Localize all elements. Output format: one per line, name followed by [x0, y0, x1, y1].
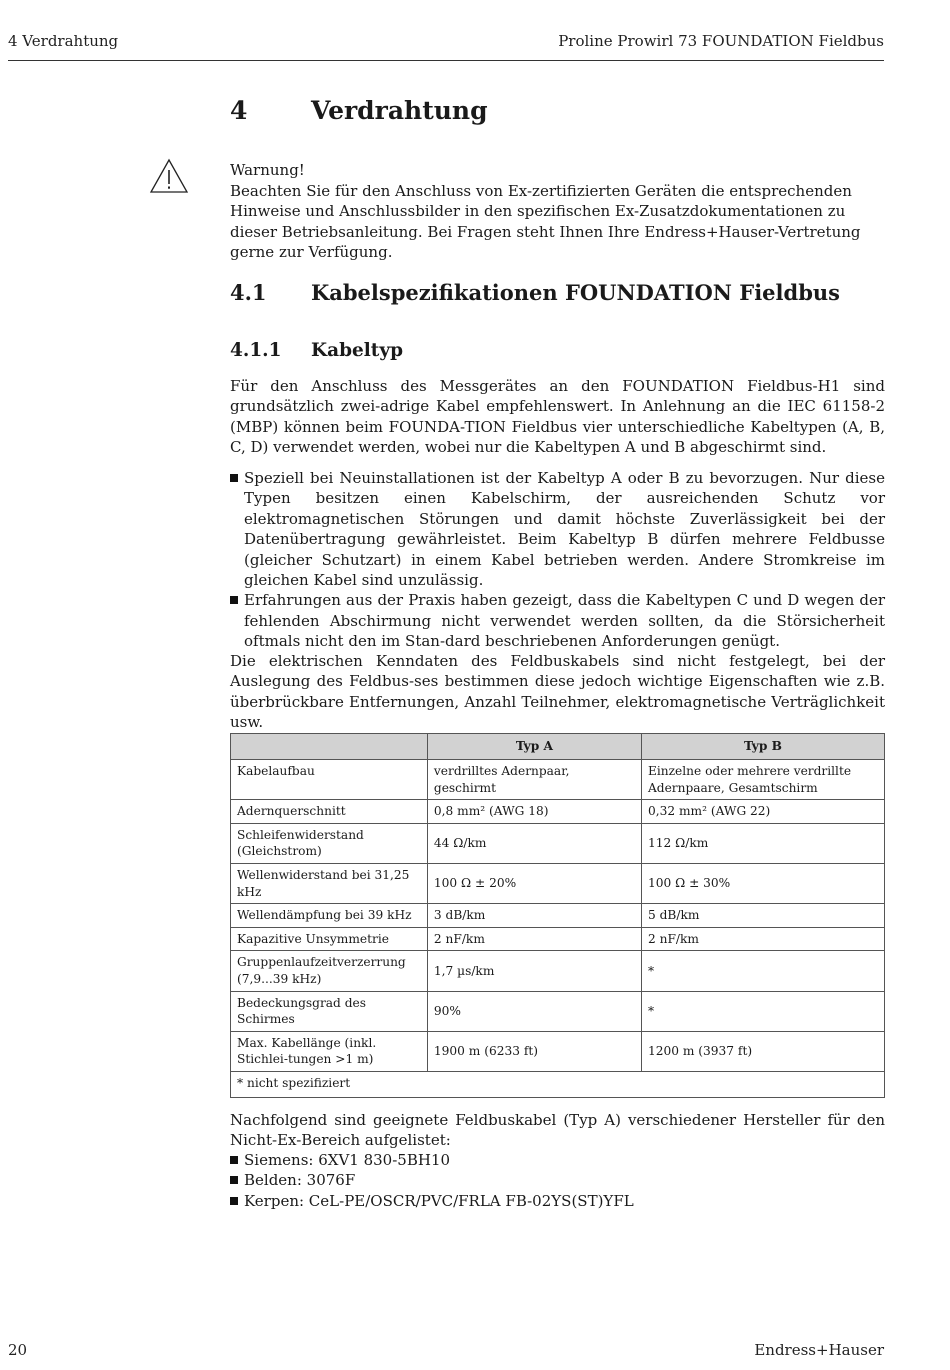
table-cell: Adernquerschnitt	[231, 800, 428, 824]
cable-type-bullets	[230, 468, 885, 652]
table-row	[231, 991, 885, 1031]
electrical-data-paragraph: Die elektrischen Kenndaten des Feldbuskabels sind nicht festgelegt, bei der Auslegung des Feldbus-ses bestimmen diese jedoch wichtige Eigenschaften wie z.B. überbrückbare Entfernungen, Anzahl Teilnehmer, elektromagnetische Verträglichkeit usw.	[230, 652, 885, 732]
table-cell: 0,32 mm² (AWG 22)	[641, 800, 884, 824]
supplier-list	[230, 1150, 885, 1211]
table-cell: 1,7 µs/km	[427, 951, 641, 991]
subsection-heading	[230, 340, 885, 361]
table-cell: 44 Ω/km	[427, 823, 641, 863]
list-item: Speziell bei Neuinstallationen ist der Kabeltyp A oder B zu bevorzugen. Nur diese Typen besitzen einen Kabelschirm, der ausreichenden Schutz vor elektromagnetischen Störungen und damit höchste Zuverlässigkeit bei der Datenübertragung gewährleistet. Beim Kabeltyp B dürfen mehrere Feldbusse (gleicher Schutzart) in einem Kabel betrieben werden. Andere Stromkreise im gleichen Kabel sind unzulässig.	[230, 468, 885, 590]
table-cell: Kabelaufbau	[231, 760, 428, 800]
section-title: Kabelspezifikationen FOUNDATION Fieldbus	[311, 280, 840, 305]
table-cell: Kapazitive Unsymmetrie	[231, 927, 428, 951]
square-bullet-icon	[230, 1176, 238, 1184]
footer-brand: Endress+Hauser	[754, 1341, 884, 1359]
table-row	[231, 863, 885, 903]
square-bullet-icon	[230, 1156, 238, 1164]
table-footnote: * nicht spezifiziert	[231, 1071, 885, 1097]
table-row	[231, 823, 885, 863]
warning-triangle-icon	[149, 158, 189, 194]
chapter-title: Verdrahtung	[311, 96, 488, 125]
table-cell: Wellenwiderstand bei 31,25 kHz	[231, 863, 428, 903]
running-header-right: Proline Prowirl 73 FOUNDATION Fieldbus	[558, 32, 884, 50]
warning-title: Warnung!	[230, 161, 305, 179]
page-number: 20	[8, 1341, 28, 1359]
table-cell: Gruppenlaufzeitverzerrung (7,9...39 kHz)	[231, 951, 428, 991]
table-cell: Bedeckungsgrad des Schirmes	[231, 991, 428, 1031]
table-cell: 100 Ω ± 20%	[427, 863, 641, 903]
table-row	[231, 1031, 885, 1071]
table-header-cell: Typ B	[641, 734, 884, 760]
table-cell: 100 Ω ± 30%	[641, 863, 884, 903]
list-item: Siemens: 6XV1 830-5BH10	[230, 1150, 885, 1170]
list-item: Belden: 3076F	[230, 1170, 885, 1190]
running-header-left: 4 Verdrahtung	[8, 32, 119, 50]
table-cell: 5 dB/km	[641, 904, 884, 928]
section-number: 4.1	[230, 280, 267, 305]
table-cell: 1900 m (6233 ft)	[427, 1031, 641, 1071]
chapter-heading	[230, 96, 885, 125]
table-header-row	[231, 734, 885, 760]
table-cell: verdrilltes Adernpaar, geschirmt	[427, 760, 641, 800]
table-cell: 90%	[427, 991, 641, 1031]
table-cell: Max. Kabellänge (inkl. Stichlei-tungen >1 m)	[231, 1031, 428, 1071]
list-item: Erfahrungen aus der Praxis haben gezeigt, dass die Kabeltypen C und D wegen der fehlenden Abschirmung nicht verwendet werden sollten, da die Störsicherheit oftmals nicht den im Stan-dard beschriebenen Anforderungen genügt.	[230, 590, 885, 651]
table-cell: 2 nF/km	[427, 927, 641, 951]
table-cell: *	[641, 991, 884, 1031]
section-heading	[230, 280, 885, 305]
table-cell: 1200 m (3937 ft)	[641, 1031, 884, 1071]
table-cell: Schleifenwiderstand (Gleichstrom)	[231, 823, 428, 863]
table-row	[231, 951, 885, 991]
square-bullet-icon	[230, 1197, 238, 1205]
table-header-cell: Typ A	[427, 734, 641, 760]
suppliers-paragraph: Nachfolgend sind geeignete Feldbuskabel (Typ A) verschiedener Hersteller für den Nicht-Ex-Bereich aufgelistet:	[230, 1111, 885, 1150]
warning-block	[230, 160, 885, 263]
table-footnote-row	[231, 1071, 885, 1097]
table-cell: Einzelne oder mehrere verdrillte Adernpaare, Gesamtschirm	[641, 760, 884, 800]
square-bullet-icon	[230, 596, 238, 604]
table-cell: 2 nF/km	[641, 927, 884, 951]
table-row	[231, 904, 885, 928]
chapter-number: 4	[230, 96, 248, 125]
cable-spec-table	[230, 733, 885, 1098]
table-cell: 0,8 mm² (AWG 18)	[427, 800, 641, 824]
header-rule	[8, 60, 884, 61]
intro-paragraph: Für den Anschluss des Messgerätes an den FOUNDATION Fieldbus-H1 sind grundsätzlich zwei-adrige Kabel empfehlenswert. In Anlehnung an die IEC 61158-2 (MBP) können beim FOUNDA-TION Fieldbus vier unterschiedliche Kabeltypen (A, B, C, D) verwendet werden, wobei nur die Kabeltypen A und B abgeschirmt sind.	[230, 377, 885, 457]
list-item: Kerpen: CeL-PE/OSCR/PVC/FRLA FB-02YS(ST)YFL	[230, 1191, 885, 1211]
subsection-number: 4.1.1	[230, 340, 282, 361]
table-row	[231, 800, 885, 824]
subsection-title: Kabeltyp	[311, 340, 404, 361]
table-row	[231, 760, 885, 800]
table-cell: 3 dB/km	[427, 904, 641, 928]
table-cell: 112 Ω/km	[641, 823, 884, 863]
table-row	[231, 927, 885, 951]
table-header-cell	[231, 734, 428, 760]
table-cell: Wellendämpfung bei 39 kHz	[231, 904, 428, 928]
warning-text: Beachten Sie für den Anschluss von Ex-zertifizierten Geräten die entsprechenden Hinweise und Anschlussbilder in den spezifischen Ex-Zusatzdokumentationen zu dieser Betriebsanleitung. Bei Fragen steht Ihnen Ihre Endress+Hauser-Vertretung gerne zur Verfügung.	[230, 181, 861, 261]
table-cell: *	[641, 951, 884, 991]
square-bullet-icon	[230, 474, 238, 482]
